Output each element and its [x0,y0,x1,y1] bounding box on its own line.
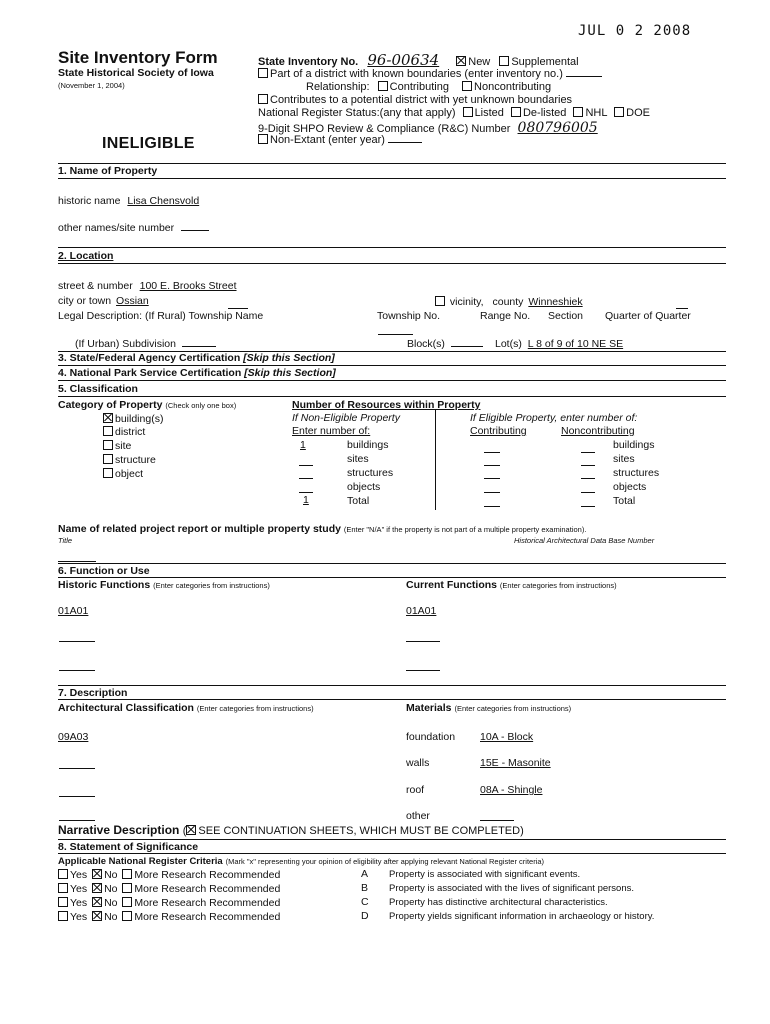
section-8-heading: 8. Statement of Significance [58,841,199,853]
nonextant-checkbox[interactable] [258,134,268,144]
roof-label: roof [406,784,425,796]
other-names-line [58,223,209,234]
potential-district-checkbox[interactable] [258,94,268,104]
section-rule [58,263,726,264]
section-rule [58,685,726,686]
range-no-label: Range No. [480,310,531,322]
historic-functions-label: Historic Functions [58,579,151,591]
nhl-label: NHL [585,107,608,119]
resources-heading: Number of Resources within Property [292,399,481,411]
nr-status-label: National Register Status:(any that apply) [258,107,456,119]
noncontributing-checkbox[interactable] [462,81,472,91]
section-rule [58,561,96,562]
hadb-label: Historical Architectural Data Base Number [514,536,655,545]
more-research-checkbox[interactable] [122,869,132,879]
no-checkbox[interactable] [92,869,102,879]
section-rule [58,247,726,248]
township-blank [228,308,248,309]
eligible-noncontributing-label: Noncontributing [561,425,635,437]
resource-type: buildings [347,439,389,451]
resources-divider [435,410,436,510]
subdivision-label: (If Urban) Subdivision [75,338,176,350]
criteria-row: Yes No More Research Recommended [58,869,280,881]
relationship-line [306,81,551,93]
materials-heading [406,703,571,714]
no-checkbox[interactable] [92,911,102,921]
function-blank [59,641,95,642]
section-rule [58,839,726,840]
category-option-label: building(s) [115,413,164,425]
foundation-label: foundation [406,731,456,743]
criteria-row: Yes No More Research Recommended [58,883,280,895]
contrib-blank [484,452,500,453]
category-option-site [103,440,131,452]
criteria-heading [58,856,544,867]
noncontrib-blank [581,506,595,507]
org-name: State Historical Society of Iowa [58,67,214,79]
narrative-line: Narrative Description ( SEE CONTINUATION SHEETS, WHICH MUST BE COMPLETED) [58,823,524,837]
related-project-note: (Enter "N/A" if the property is not part of a multiple property examination). [343,525,587,534]
noncontrib-blank [581,492,595,493]
contrib-blank [484,478,500,479]
criteria-letter: A [361,868,369,880]
form-date: (November 1, 2004) [58,81,125,90]
doe-checkbox[interactable] [614,107,624,117]
current-functions-note: (Enter categories from instructions) [499,581,617,590]
nhl-checkbox[interactable] [573,107,583,117]
resource-count-blank [299,465,313,466]
section-4-skip: [Skip this Section] [244,367,336,379]
no-checkbox[interactable] [92,897,102,907]
enter-number-label: Enter number of: [292,425,371,437]
yes-checkbox[interactable] [58,911,68,921]
related-project-line [58,524,586,535]
walls-value: 15E - Masonite [480,757,551,769]
listed-checkbox[interactable] [463,107,473,117]
other-material-blank [480,820,514,821]
section-4-line [58,368,336,379]
vicinity-line [435,296,583,308]
yes-checkbox[interactable] [58,883,68,893]
current-function-value: 01A01 [406,605,437,617]
arch-class-heading [58,703,314,714]
resource-count: 1 [300,439,306,451]
eligible-label: If Eligible Property, enter number of: [470,412,638,424]
section-rule [58,178,726,179]
city-label: city or town [58,295,112,307]
section-label: Section [548,310,584,322]
noncontrib-blank [581,452,595,453]
lots-line [495,339,623,350]
supplemental-checkbox[interactable] [499,56,509,66]
arch-class-value: 09A03 [58,731,89,743]
category-option-structure [103,454,156,466]
vicinity-checkbox[interactable] [435,296,445,306]
ineligible-stamp: INELIGIBLE [102,135,195,152]
resource-count-blank [299,478,313,479]
criteria-row: Yes No More Research Recommended [58,911,280,923]
yes-checkbox[interactable] [58,897,68,907]
delisted-label: De-listed [522,107,567,119]
historic-name-line [58,196,199,207]
criteria-letter: D [361,910,369,922]
resource-count-blank [299,492,313,493]
resource-total-count: 1 [303,494,309,506]
arch-blank [59,796,95,797]
criteria-description: Property is associated with significant events. [389,869,581,880]
arch-class-note: (Enter categories from instructions) [196,704,314,713]
eligible-contributing-label: Contributing [470,425,527,437]
section-rule [58,699,726,700]
resource-type: Total [347,495,370,507]
eligible-resource-type: buildings [613,439,655,451]
more-research-checkbox[interactable] [122,883,132,893]
category-label: Category of Property [58,399,163,411]
eligible-resource-type: structures [613,467,660,479]
section-rule [58,396,726,397]
shpo-line [258,121,598,135]
shpo-label: 9-Digit SHPO Review & Compliance (R&C) Number [258,123,511,135]
narrative-note: SEE CONTINUATION SHEETS, WHICH MUST BE COMPLETED) [198,825,524,837]
block-label: Block(s) [407,338,445,350]
listed-label: Listed [474,107,504,119]
supplemental-label: Supplemental [511,56,579,68]
resource-type: structures [347,467,394,479]
function-blank [59,670,95,671]
nonextant-label: Non-Extant (enter year) [270,134,385,146]
county-value: Winneshiek [528,296,583,308]
section-rule [58,163,726,164]
legal-description-label: Legal Description: (If Rural) Township Name [58,310,264,322]
nr-status-line [258,107,650,119]
street-label: street & number [58,280,133,292]
arch-class-label: Architectural Classification [58,702,194,714]
noneligible-label: If Non-Eligible Property [292,412,400,424]
contributing-checkbox[interactable] [378,81,388,91]
inventory-number: 96-00634 [367,51,440,69]
yes-checkbox[interactable] [58,869,68,879]
arch-blank [59,768,95,769]
materials-note: (Enter categories from instructions) [454,704,572,713]
object-checkbox[interactable] [103,468,113,478]
eligible-resource-type: Total [613,495,636,507]
resource-type: sites [347,453,369,465]
historic-functions-note: (Enter categories from instructions) [153,581,270,590]
section-rule [58,563,726,564]
criteria-description: Property yields significant information in archaeology or history. [389,911,655,922]
category-option-label: object [115,468,144,480]
walls-label: walls [406,757,430,769]
narrative-label: Narrative Description [58,823,180,837]
historic-name-value: Lisa Chensvold [127,195,200,207]
new-checkbox[interactable] [456,56,466,66]
noncontrib-blank [581,465,595,466]
category-heading [58,400,236,411]
category-option-label: structure [115,454,156,466]
township-no-label: Township No. [377,310,441,322]
new-label: New [468,56,491,68]
contrib-blank [484,506,500,507]
inventory-label: State Inventory No. [258,56,359,68]
related-project-label: Name of related project report or multiple property study [58,523,341,535]
historic-name-label: historic name [58,195,121,207]
potential-district-text: Contributes to a potential district with yet unknown boundaries [270,94,573,106]
subdivision-line [75,339,216,350]
current-functions-heading [406,580,617,591]
criteria-note: (Mark "x" representing your opinion of eligibility after applying relevant National Register criteria) [225,857,545,866]
eligible-resource-type: sites [613,453,635,465]
quarter-label: Quarter of Quarter [605,310,691,322]
building-checkbox[interactable] [103,413,113,423]
category-note: (Check only one box) [165,401,237,410]
city-value: Ossian [116,295,149,307]
function-blank [406,641,440,642]
city-line [58,296,149,307]
inventory-line [258,53,579,68]
delisted-checkbox[interactable] [511,107,521,117]
section-rule [58,380,726,381]
district-category-checkbox[interactable] [103,426,113,436]
other-names-label: other names/site number [58,222,175,234]
other-material-label: other [406,810,430,822]
received-date-stamp: JUL 0 2 2008 [578,23,692,39]
contrib-blank [484,492,500,493]
section-2-heading: 2. Location [58,250,114,262]
title-label: Title [58,536,73,545]
section-6-heading: 6. Function or Use [58,565,150,577]
narrative-checkbox[interactable] [186,825,196,835]
roof-value: 08A - Shingle [480,784,543,796]
section-7-heading: 7. Description [58,687,128,699]
resource-type: objects [347,481,381,493]
criteria-label: Applicable National Register Criteria [58,856,223,867]
section-3-skip: [Skip this Section] [243,352,335,364]
structure-checkbox[interactable] [103,454,113,464]
category-option-object [103,468,143,480]
more-research-checkbox[interactable] [122,897,132,907]
block-line [407,339,483,350]
historic-functions-heading [58,580,270,591]
shpo-number: 080796005 [517,120,598,136]
function-blank [406,670,440,671]
category-option-district [103,426,145,438]
block-blank-top [378,334,413,335]
foundation-value: 10A - Block [480,731,534,743]
section-5-heading: 5. Classification [58,383,138,395]
category-option-label: site [115,440,132,452]
street-value: 100 E. Brooks Street [139,280,237,292]
historic-function-value: 01A01 [58,605,89,617]
category-option-building [103,413,163,425]
potential-district-line [258,94,572,106]
site-checkbox[interactable] [103,440,113,450]
contrib-blank [484,465,500,466]
lots-label: Lot(s) [495,338,522,350]
district-checkbox[interactable] [258,68,268,78]
category-option-label: district [115,426,146,438]
section-3-line [58,353,335,364]
criteria-row: Yes No More Research Recommended [58,897,280,909]
materials-label: Materials [406,702,452,714]
noncontributing-label: Noncontributing [474,81,552,93]
eligible-resource-type: objects [613,481,647,493]
district-text: Part of a district with known boundaries (enter inventory no.) [270,68,563,80]
criteria-description: Property is associated with the lives of significant persons. [389,883,635,894]
arch-blank [59,820,95,821]
section-rule [58,577,726,578]
contributing-label: Contributing [389,81,449,93]
section-rule [58,365,726,366]
noncontrib-blank [581,478,595,479]
section-rule [58,853,726,854]
more-research-checkbox[interactable] [122,911,132,921]
county-label: county [492,296,524,308]
criteria-letter: C [361,896,369,908]
nonextant-line [258,134,422,146]
quarter-blank [676,308,688,309]
district-line [258,68,602,80]
section-1-heading: 1. Name of Property [58,165,158,177]
criteria-letter: B [361,882,369,894]
current-functions-label: Current Functions [406,579,497,591]
form-title: Site Inventory Form [58,48,218,67]
doe-label: DOE [626,107,650,119]
street-line [58,281,237,292]
relationship-label: Relationship: [306,81,370,93]
criteria-description: Property has distinctive architectural characteristics. [389,897,608,908]
section-3-heading: 3. State/Federal Agency Certification [58,352,241,364]
no-checkbox[interactable] [92,883,102,893]
vicinity-label: vicinity, [449,296,484,308]
lots-value: L 8 of 9 of 10 NE SE [527,338,624,350]
section-4-heading: 4. National Park Service Certification [58,367,242,379]
